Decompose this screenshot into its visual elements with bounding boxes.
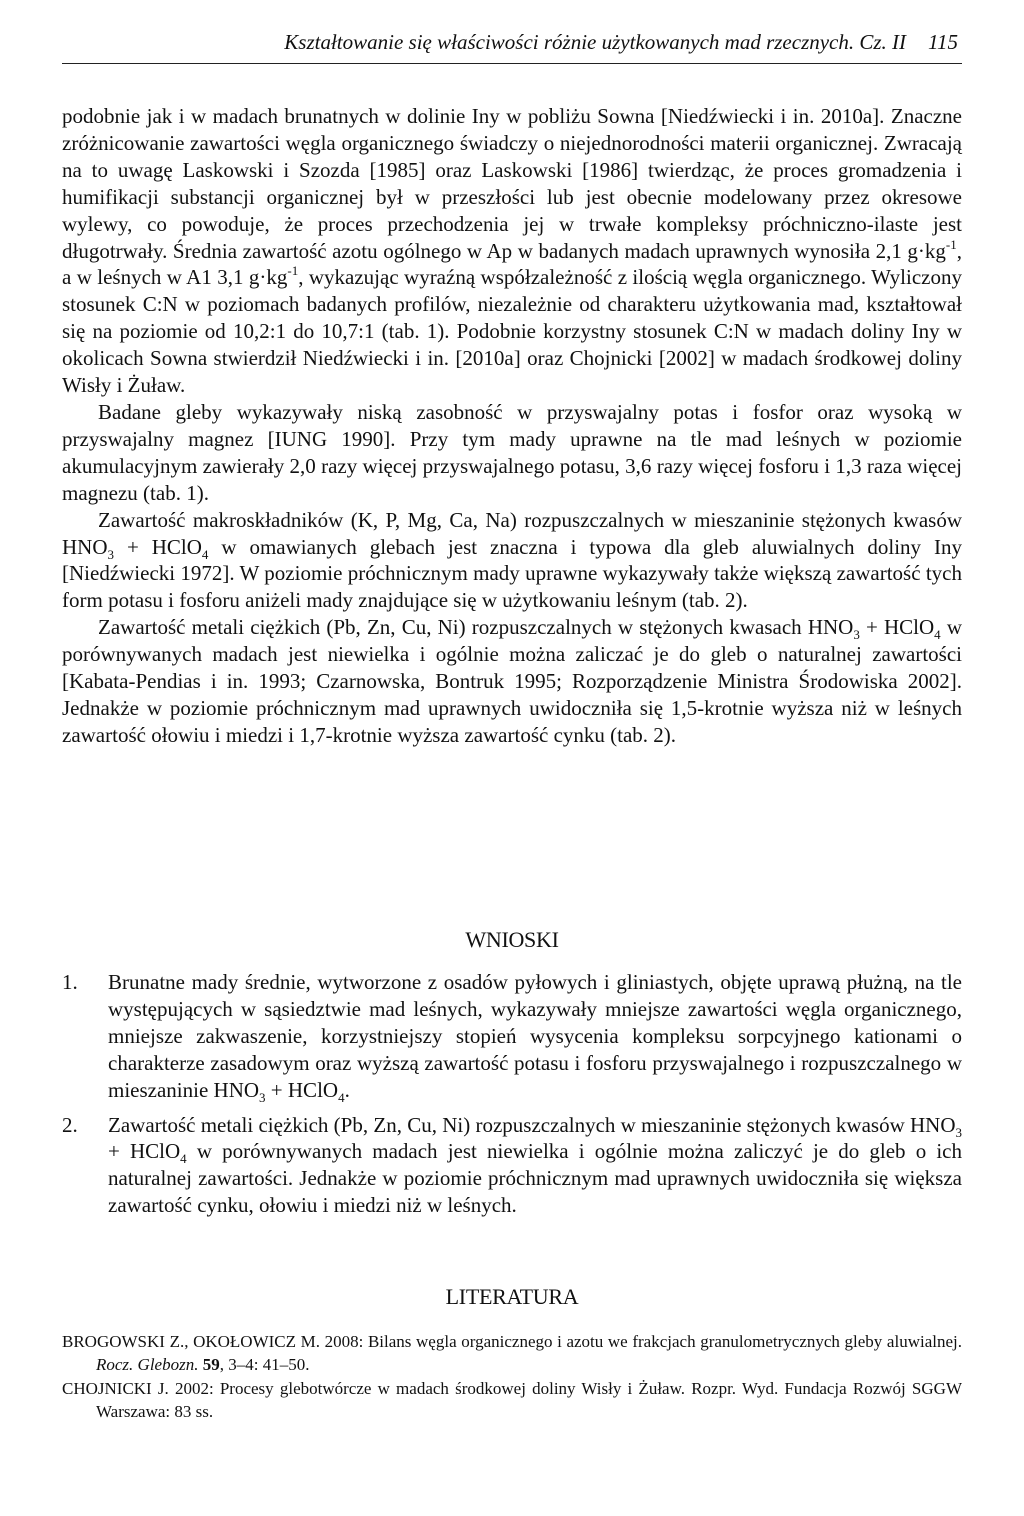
paragraph-3-text-a: Zawartość makroskładników (K, P, Mg, Ca, Na) rozpuszczalnych w mieszaninie stężonych kwasów HNO [62, 507, 962, 559]
conclusion-text-c: w porównywanych madach jest niewielka i ogólnie można zaliczyć je do gleb o ich naturalnej zawartości. Jednakże w poziomie próchnicznym mad uprawnych uwidoczniła się większa zawartość cynku, ołowiu i miedzi niż w leśnych. [108, 1139, 963, 1218]
references-list [62, 1330, 962, 1424]
reference-journal: Rocz. Glebozn. [96, 1355, 199, 1374]
reference-entry [62, 1377, 962, 1423]
subscript: 4 [201, 546, 209, 562]
reference-text: CHOJNICKI J. 2002: Procesy glebotwórcze w madach środkowej doliny Wisły i Żuław. Rozpr. Wyd. Fundacja Rozwój SGGW Warszawa: 83 ss. [62, 1379, 962, 1421]
paragraph-2: Badane gleby wykazywały niską zasobność w przyswajalny potas i fosfor oraz wysoką w przyswajalny magnez [IUNG 1990]. Przy tym mady uprawne na tle mad leśnych w poziomie akumulacyjnym zawierały 2,0 razy więcej przyswajalnego potasu, 3,6 razy więcej fosforu i 1,3 raza więcej magnezu (tab. 1). [62, 399, 962, 505]
running-title: Kształtowanie się właściwości różnie użytkowanych mad rzecznych. Cz. II [284, 30, 907, 54]
superscript: -1 [287, 263, 299, 279]
literature-heading: LITERATURA [445, 1284, 579, 1309]
paragraph-4-text-a: Zawartość metali ciężkich (Pb, Zn, Cu, Ni) rozpuszczalnych w stężonych kwasach HNO [98, 615, 854, 640]
reference-pages: , 3–4: 41–50. [219, 1355, 310, 1374]
superscript: -1 [945, 236, 957, 252]
paragraph-3-text-b: + HClO [114, 534, 202, 559]
subscript: 4 [934, 627, 941, 643]
paragraph-4-text-b: + HClO [859, 615, 935, 640]
conclusion-text-a: Zawartość metali ciężkich (Pb, Zn, Cu, Ni) rozpuszczalnych w mieszaninie stężonych kwasów HNO [108, 1112, 956, 1137]
paragraph-3 [62, 507, 962, 615]
conclusions-list [62, 969, 962, 1219]
conclusion-number: 2. [62, 1112, 78, 1137]
running-header [62, 30, 962, 64]
reference-entry [62, 1330, 962, 1376]
subscript: 3 [107, 546, 114, 562]
conclusion-text-a: Brunatne mady średnie, wytworzone z osadów pyłowych i gliniastych, objęte uprawą płużną, na tle występujących w sąsiedztwie mad leśnych, wykazywały mniejsze zawartości węgla organicznego, mniejsze zakwaszenie, korzystniejszy stopień wysycenia kompleksu sorpcyjnego kationami o charakterze zasadowym oraz wyższą zawartość potasu i fosforu przyswajalnego i rozpuszczalnego w mieszaninie HNO [108, 970, 962, 1102]
reference-text: BROGOWSKI Z., OKOŁOWICZ M. 2008: Bilans węgla organicznego i azotu we frakcjach granulometrycznych gleby aluwialnej. [62, 1332, 962, 1351]
paragraph-3-text-c: w omawianych glebach jest znaczna i typowa dla gleb aluwialnych doliny Iny [Niedźwiecki 1972]. W poziomie próchnicznym mady uprawne wykazywały także większą zawartość tych form potasu i fosforu aniżeli mady znajdujące się w użytkowaniu leśnym (tab. 2). [62, 534, 962, 613]
paragraph-4 [62, 614, 962, 749]
conclusions-heading: WNIOSKI [465, 927, 559, 952]
subscript: 3 [955, 1124, 962, 1140]
conclusion-text-c: . [344, 1077, 350, 1102]
reference-volume: 59 [202, 1355, 220, 1374]
conclusion-text-b: + HClO [265, 1077, 339, 1102]
conclusion-text-b: + HClO [108, 1139, 181, 1164]
conclusion-item [62, 1112, 962, 1220]
paragraph-1-text-c: , wykazując wyraźną współzależność z ilością węgla organicznego. Wyliczony stosunek C:N w poziomach badanych profilów, niezależnie od charakteru użytkowania mad, kształtował się na poziomie od 10,2:1 do 10,7:1 (tab. 1). Podobnie korzystny stosunek C:N w madach doliny Iny w okolicach Sowna stwierdził Niedźwiecki i in. [2010a] oraz Chojnicki [2002] w madach środkowej doliny Wisły i Żuław. [62, 265, 962, 398]
paragraph-4-text-c: w porównywanych madach jest niewielka i ogólnie można zaliczać je do gleb o naturalnej zawartości [Kabata-Pendias i in. 1993; Czarnowska, Bontruk 1995; Rozporządzenie Ministra Środowiska 2002]. Jednakże w poziomie próchnicznym mad uprawnych uwidoczniła się 1,5-krotnie wyższa niż w leśnych zawartość ołowiu i miedzi i 1,7-krotnie wyższa zawartość cynku (tab. 2). [62, 615, 963, 747]
paragraph-1 [62, 103, 962, 399]
subscript: 4 [338, 1089, 345, 1105]
page-number: 115 [928, 30, 958, 54]
subscript: 3 [853, 627, 860, 643]
paragraph-1-text-a: podobnie jak i w madach brunatnych w dolinie Iny w pobliżu Sowna [Niedźwiecki i in. 2010a]. Znaczne zróżnicowanie zawartości węgla organicznego świadczy o niejednorodności materii organicznej. Zwracają na to uwagę Laskowski i Szozda [1985] oraz Laskowski [1986] twierdząc, że proces gromadzenia i humifikacji substancji organicznej był w przeszłości lub jest obecnie modelowany przez okresowe wylewy, co powoduje, że proces przechodzenia jej w trwałe kompleksy próchniczno-ilaste jest długotrwały. Średnia zawartość azotu ogólnego w Ap w badanych madach uprawnych wynosiła 2,1 g·kg [62, 104, 962, 263]
conclusion-number: 1. [62, 970, 78, 994]
conclusion-item [62, 969, 962, 1104]
subscript: 4 [180, 1151, 187, 1167]
paragraph-1-text-b: , a w leśnych w A1 3,1 g·kg [62, 238, 962, 290]
body-text [62, 103, 962, 749]
subscript: 3 [259, 1089, 266, 1105]
